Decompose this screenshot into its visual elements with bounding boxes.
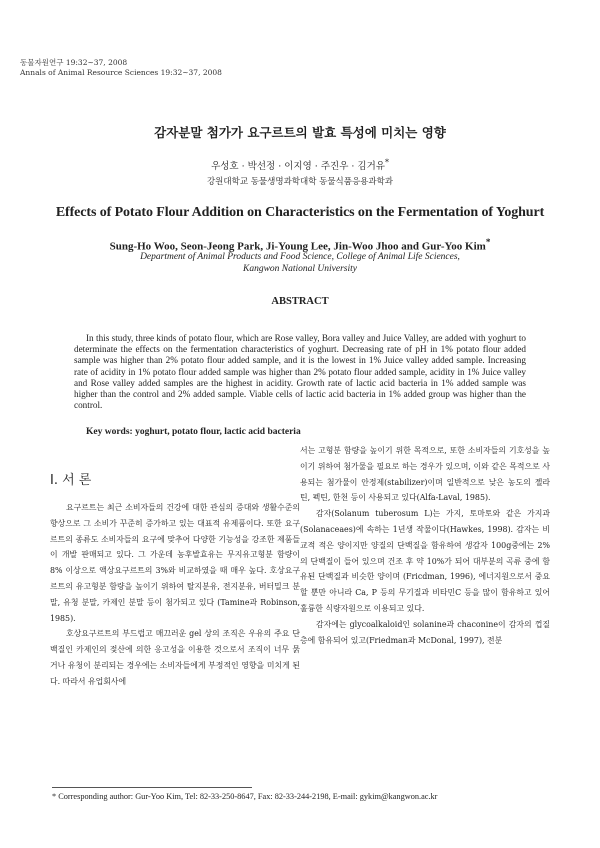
footnote-corresponding-author: * Corresponding author: Gur-Yoo Kim, Tel: 82-33-250-8647, Fax: 82-33-244-2198, E-mail: gykim@kangwon.ac.kr <box>52 792 438 801</box>
department-line-2: Kangwon National University <box>243 264 357 274</box>
abstract-heading: ABSTRACT <box>271 296 329 307</box>
keywords: Key words: yoghurt, potato flour, lactic acid bacteria <box>86 427 301 437</box>
title-korean: 감자분말 첨가가 요구르트의 발효 특성에 미치는 영향 <box>154 125 446 140</box>
left-paragraph-1: 요구르트는 최근 소비자들의 건강에 대한 관심의 증대와 생활수준의 향상으로 그 소비가 꾸준히 증가하고 있는 대표적 유제품이다. 또한 요구르트의 종류도 소비자들의 요구에 맞추어 다양한 기능성을 강조한 제품들이 개발 판매되고 있다. 그 가운데 농후발효유는 무지유고형분 함량이 8% 이상으로 액상요구르트의 3%와 비교하였을 때 매우 높다. 호상요구르트의 유고형분 함량을 높이기 위하여 탈지분유, 전지분유, 버터밀크 분말, 유청 분말, 카제인 분말 등이 첨가되고 있다 (Tamine과 Robinson, 1985). <box>50 503 300 623</box>
right-paragraph-1: 서는 고형분 함량을 높이기 위한 목적으로, 또한 소비자들의 기호성을 높이기 위하여 첨가물을 필요로 하는 경우가 있으며, 이와 같은 목적으로 사용되는 첨가물이 안정제(stabilizer)이며 일반적으로 낮은 농도의 젤라틴, 펙틴, 한천 등이 사용되고 있다(Alfa-Laval, 1985). <box>300 446 550 503</box>
journal-line-korean: 동물자원연구 19:32~37, 2008 <box>20 58 128 67</box>
footnote-divider <box>52 787 252 788</box>
right-paragraph-2: 감자(Solanum tuberosum L)는 가지, 토마토와 같은 가지과(Solanaceaes)에 속하는 1년생 작물이다(Hawkes, 1998). 감자는 비교적 적은 양이지만 양질의 단백질을 함유하여 생감자 100g중에는 2%의 단백질이 들어 있으며 건조 후 약 10%가 되어 대부분의 곡류 중에 함유된 단백질과 비슷한 양이며 (Fricdman, 1996), 에너지원으로서 중요할 뿐만 아니라 Ca, P 등의 무기질과 비타민C 등을 많이 함유하고 있어 훌륭한 식량자원으로 이용되고 있다. <box>300 509 550 613</box>
department-line-1: Department of Animal Products and Food Science, College of Animal Life Sciences, <box>140 252 460 262</box>
journal-citation <box>20 58 222 78</box>
abstract-body: In this study, three kinds of potato flour, which are Rose valley, Bora valley and Juice Valley, are added with yoghurt to determinate the effects on the fermentation characteristics of yoghurt. Decreasing rate of pH in 1% potato flour added sample was higher than 2% potato flour added sample, and it is the lowest in 1% Juice valley added sample. Increasing rate of acidity in 1% potato flour added sample was higher than 2% potato flour added sample, acidity in 1% Juice valley and Rose valley added samples are the highest in acidity. Growth rate of lactic acid bacteria in 1% added sample was higher than the control and 2% added sample. Viable cells of lactic acid bacteria in 1% added group was higher than the control. <box>74 333 526 411</box>
authors-korean-block <box>0 158 600 172</box>
authors-english: Sung-Ho Woo, Seon-Jeong Park, Ji-Young Lee, Jin-Woo Jhoo and Gur-Yoo Kim <box>109 240 486 253</box>
journal-line-english: Annals of Animal Resource Sciences 19:32~37, 2008 <box>20 68 222 77</box>
corresponding-mark-korean: * <box>384 158 389 167</box>
right-column <box>300 443 550 648</box>
title-english: Effects of Potato Flour Addition on Characteristics on the Fermentation of Yoghurt <box>55 205 545 220</box>
left-column <box>50 443 300 690</box>
right-paragraph-3: 감자에는 glycoalkaloid인 solanine과 chaconine이 감자의 껍질층에 함유되어 있고(Friedman과 McDonal, 1997), 전분 <box>300 619 550 645</box>
section-heading-introduction: Ⅰ. 서 론 <box>50 473 92 488</box>
left-paragraph-2: 호상요구르트의 부드럽고 매끄러운 gel 상의 조직은 우유의 주요 단백질인 카제인의 젖산에 의한 응고성을 이용한 것으로서 조직이 너무 묽거나 유청이 분리되는 경우에는 소비자들에게 부정적인 영향을 미치게 된다. 따라서 유업회사에 <box>50 629 300 686</box>
department-english <box>0 251 600 275</box>
authors-korean: 우성호 · 박선정 · 이지영 · 주진우 · 김거유 <box>211 161 385 173</box>
corresponding-mark-english: * <box>485 237 491 247</box>
affiliation-korean: 강원대학교 동물생명과학대학 동물식품응용과학과 <box>206 177 394 187</box>
